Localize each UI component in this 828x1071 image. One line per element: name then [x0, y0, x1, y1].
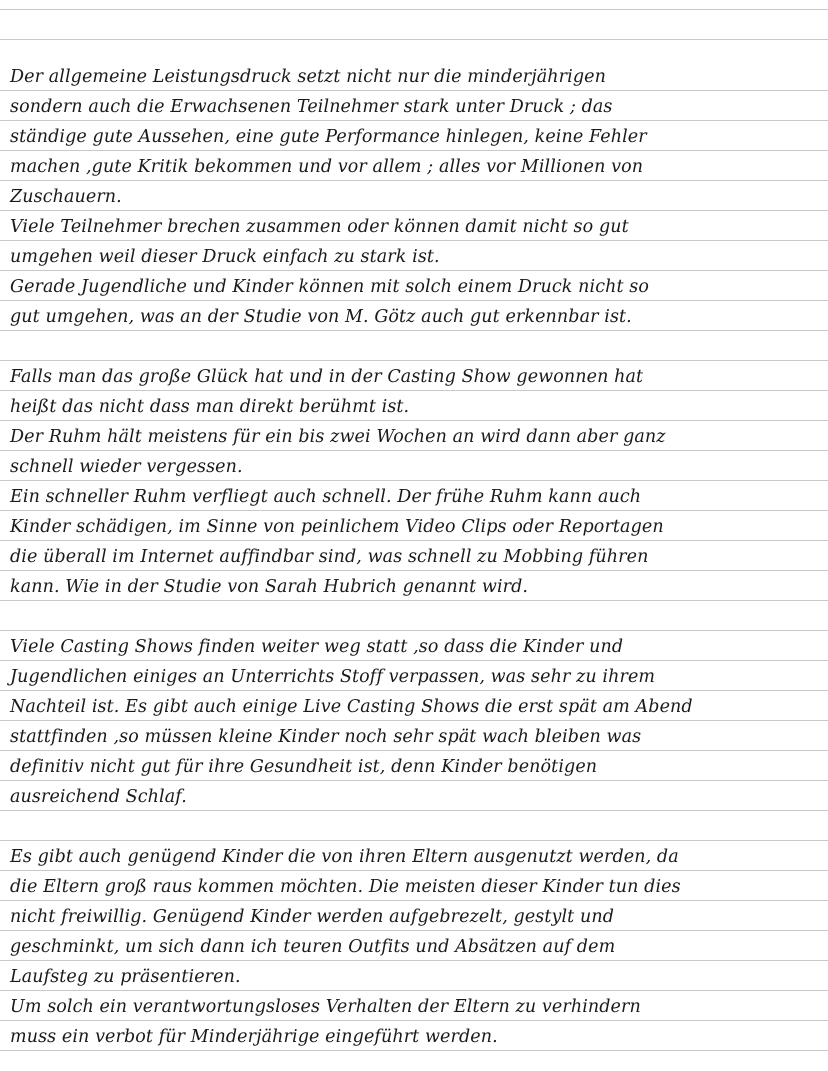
- text-line: stattfinden ,so müssen kleine Kinder noch sehr spät wach bleiben was: [10, 727, 642, 747]
- text-line: Kinder schädigen, im Sinne von peinlichem Video Clips oder Reportagen: [10, 517, 664, 537]
- paragraph-pressure: [10, 62, 822, 332]
- text-line: muss ein verbot für Minderjährige eingeführt werden.: [10, 1027, 498, 1047]
- text-line: ausreichend Schlaf.: [10, 787, 187, 807]
- text-line: machen ,gute Kritik bekommen und vor allem ; alles vor Millionen von: [10, 157, 644, 177]
- text-line: umgehen weil dieser Druck einfach zu stark ist.: [10, 247, 440, 267]
- text-line: Laufsteg zu präsentieren.: [10, 967, 241, 987]
- paragraph-gap: [10, 332, 822, 362]
- text-line: Um solch ein verantwortungsloses Verhalten der Eltern zu verhindern: [10, 997, 641, 1017]
- text-line: Gerade Jugendliche und Kinder können mit solch einem Druck nicht so: [10, 277, 650, 297]
- text-line: Nachteil ist. Es gibt auch einige Live Casting Shows die erst spät am Abend: [10, 697, 693, 717]
- text-line: kann. Wie in der Studie von Sarah Hubrich genannt wird.: [10, 577, 529, 597]
- text-line: sondern auch die Erwachsenen Teilnehmer stark unter Druck ; das: [10, 97, 613, 117]
- paragraph-parents: [10, 842, 822, 1052]
- text-line: die überall im Internet auffindbar sind, was schnell zu Mobbing führen: [10, 547, 649, 567]
- paragraph-school: [10, 632, 822, 812]
- text-line: heißt das nicht dass man direkt berühmt ist.: [10, 397, 410, 417]
- paragraph-fame: [10, 362, 822, 602]
- text-line: nicht freiwillig. Genügend Kinder werden aufgebrezelt, gestylt und: [10, 907, 615, 927]
- text-line: Jugendlichen einiges an Unterrichts Stoff verpassen, was sehr zu ihrem: [10, 667, 656, 687]
- text-line: Zuschauern.: [10, 187, 122, 207]
- text-line: Der allgemeine Leistungsdruck setzt nicht nur die minderjährigen: [10, 67, 606, 87]
- text-line: die Eltern groß raus kommen möchten. Die meisten dieser Kinder tun dies: [10, 877, 681, 897]
- handwritten-text-body: [10, 62, 822, 1052]
- text-line: Viele Teilnehmer brechen zusammen oder können damit nicht so gut: [10, 217, 629, 237]
- text-line: Viele Casting Shows finden weiter weg statt ,so dass die Kinder und: [10, 637, 624, 657]
- paragraph-gap: [10, 812, 822, 842]
- text-line: Es gibt auch genügend Kinder die von ihren Eltern ausgenutzt werden, da: [10, 847, 679, 867]
- text-line: Ein schneller Ruhm verfliegt auch schnell. Der frühe Ruhm kann auch: [10, 487, 642, 507]
- text-line: Der Ruhm hält meistens für ein bis zwei Wochen an wird dann aber ganz: [10, 427, 666, 447]
- text-line: ständige gute Aussehen, eine gute Performance hinlegen, keine Fehler: [10, 127, 647, 147]
- text-line: gut umgehen, was an der Studie von M. Götz auch gut erkennbar ist.: [10, 307, 632, 327]
- text-line: geschminkt, um sich dann ich teuren Outfits und Absätzen auf dem: [10, 937, 616, 957]
- text-line: Falls man das große Glück hat und in der Casting Show gewonnen hat: [10, 367, 644, 387]
- text-line: definitiv nicht gut für ihre Gesundheit ist, denn Kinder benötigen: [10, 757, 598, 777]
- text-line: schnell wieder vergessen.: [10, 457, 243, 477]
- paragraph-gap: [10, 602, 822, 632]
